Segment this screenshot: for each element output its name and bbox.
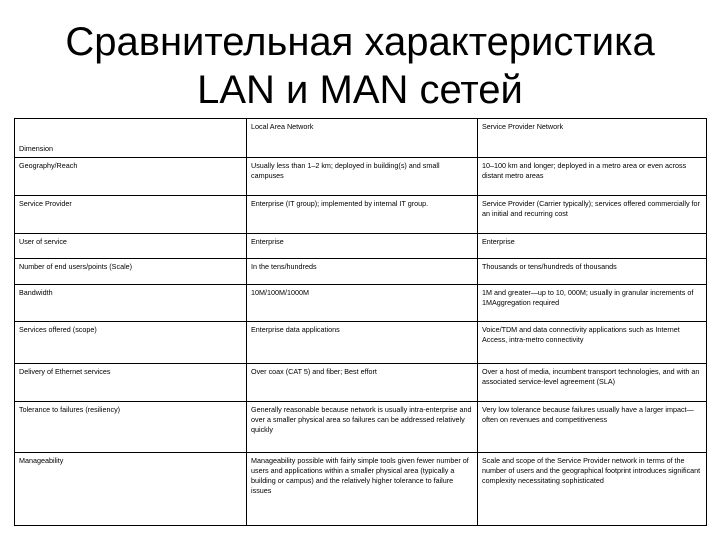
- cell-lan: In the tens/hundreds: [247, 259, 478, 285]
- cell-man: Thousands or tens/hundreds of thousands: [478, 259, 707, 285]
- cell-lan: Manageability possible with fairly simple tools given fewer number of users and applications within a smaller physical area (typically a building or campus) and the relatively higher tolerance to failure issues: [247, 453, 478, 526]
- table-row: [15, 453, 707, 526]
- table-row: [15, 285, 707, 322]
- title-line-2: LAN и MAN сетей: [197, 68, 523, 112]
- cell-man: Service Provider (Carrier typically); services offered commercially for an initial and recurring cost: [478, 196, 707, 234]
- cell-dimension: Tolerance to failures (resiliency): [15, 402, 247, 453]
- slide-title: [0, 18, 720, 114]
- cell-lan: Enterprise (IT group); implemented by internal IT group.: [247, 196, 478, 234]
- table-row: [15, 322, 707, 364]
- cell-dimension: User of service: [15, 234, 247, 259]
- table-header-row: [15, 119, 707, 158]
- cell-lan: Usually less than 1–2 km; deployed in building(s) and small campuses: [247, 158, 478, 196]
- table-row: [15, 259, 707, 285]
- cell-man: 10–100 km and longer; deployed in a metro area or even across distant metro areas: [478, 158, 707, 196]
- table-row: [15, 402, 707, 453]
- cell-dimension: Number of end users/points (Scale): [15, 259, 247, 285]
- table-row: [15, 158, 707, 196]
- cell-lan: 10M/100M/1000M: [247, 285, 478, 322]
- header-dimension: Dimension: [15, 119, 247, 158]
- table-row: [15, 234, 707, 259]
- cell-man: Very low tolerance because failures usually have a larger impact—often on revenues and competitiveness: [478, 402, 707, 453]
- cell-dimension: Geography/Reach: [15, 158, 247, 196]
- header-man: Service Provider Network: [478, 119, 707, 158]
- cell-dimension: Bandwidth: [15, 285, 247, 322]
- title-line-1: Сравнительная характеристика: [65, 20, 655, 64]
- cell-dimension: Services offered (scope): [15, 322, 247, 364]
- comparison-table: [14, 118, 707, 526]
- cell-dimension: Delivery of Ethernet services: [15, 364, 247, 402]
- cell-lan: Over coax (CAT 5) and fiber; Best effort: [247, 364, 478, 402]
- cell-dimension: Service Provider: [15, 196, 247, 234]
- cell-lan: Enterprise data applications: [247, 322, 478, 364]
- cell-lan: Generally reasonable because network is usually intra-enterprise and over a smaller physical area so failures can be addressed relatively quickly: [247, 402, 478, 453]
- cell-man: Scale and scope of the Service Provider network in terms of the number of users and the geographical footprint introduces significant complexity necessitating sophisticated: [478, 453, 707, 526]
- table-row: [15, 196, 707, 234]
- header-lan: Local Area Network: [247, 119, 478, 158]
- cell-man: Over a host of media, incumbent transport technologies, and with an associated service-level agreement (SLA): [478, 364, 707, 402]
- cell-dimension: Manageability: [15, 453, 247, 526]
- cell-man: Voice/TDM and data connectivity applications such as Internet Access, intra-metro connectivity: [478, 322, 707, 364]
- cell-man: 1M and greater—up to 10, 000M; usually in granular increments of 1MAggregation required: [478, 285, 707, 322]
- cell-man: Enterprise: [478, 234, 707, 259]
- cell-lan: Enterprise: [247, 234, 478, 259]
- table-row: [15, 364, 707, 402]
